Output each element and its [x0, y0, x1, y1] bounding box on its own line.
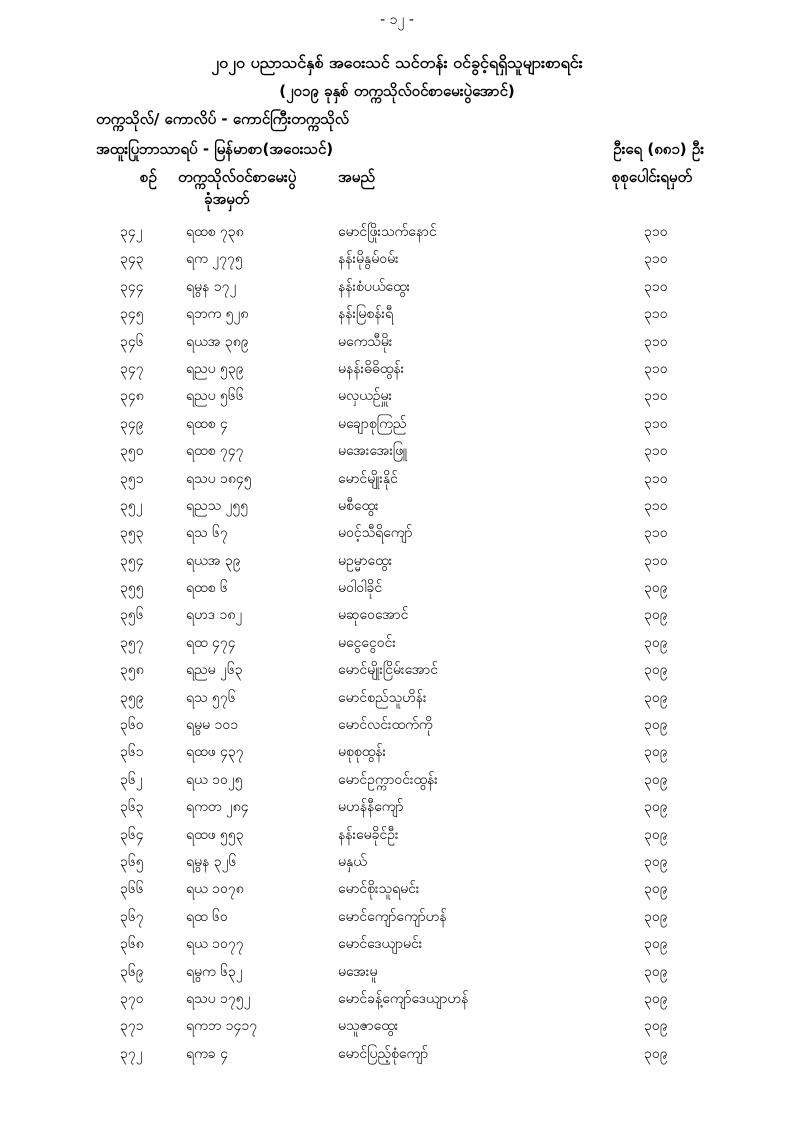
header-serial: စဉ် [140, 168, 157, 186]
row-total-marks: ၃၀၉ [644, 963, 668, 980]
row-roll-number: ရယအ ၃၉ [186, 552, 241, 569]
table-row [0, 492, 794, 519]
row-roll-number: ရကဘ ၁၄၁၇ [186, 1018, 258, 1035]
row-total-marks: ၃၀၉ [644, 580, 668, 597]
row-serial: ၃၅၆ [120, 607, 144, 624]
table-row [0, 958, 794, 985]
table-row [0, 1012, 794, 1039]
row-total-marks: ၃၀၉ [644, 1018, 668, 1035]
row-name: မကေသီမိုး [338, 333, 393, 350]
row-roll-number: ရယ ၁၀၇၈ [186, 881, 244, 898]
row-serial: ၃၆၉ [120, 963, 144, 980]
row-total-marks: ၃၁၀ [644, 415, 668, 432]
table-row [0, 848, 794, 875]
row-roll-number: ရထစ ၆ [186, 580, 228, 597]
table-row [0, 437, 794, 464]
row-roll-number: ရမွန ၃၂၆ [186, 853, 237, 870]
row-total-marks: ၃၀၉ [644, 936, 668, 953]
row-name: မချောစုကြည် [338, 415, 407, 432]
row-serial: ၃၆၇ [120, 908, 144, 925]
row-total-marks: ၃၀၉ [644, 799, 668, 816]
row-name: မဝင့်သီရိကျော် [338, 525, 413, 542]
row-total-marks: ၃၁၀ [644, 443, 668, 460]
row-serial: ၃၆၁ [120, 744, 144, 761]
row-serial: ၃၄၂ [120, 224, 143, 240]
row-name: မဥမ္မာထွေး [338, 552, 393, 569]
row-serial: ၃၅၀ [120, 443, 144, 460]
row-roll-number: ရထစ ၇၃၈ [186, 224, 244, 240]
table-row [0, 903, 794, 930]
row-serial: ၃၆၃ [120, 799, 144, 816]
row-roll-number: ရယ ၁၀၂၅ [186, 771, 243, 788]
row-serial: ၃၄၄ [120, 278, 144, 295]
page-number: - ၁၂ - [380, 12, 414, 28]
row-serial: ၃၄၉ [120, 415, 144, 432]
table-row [0, 985, 794, 1012]
major-line: အထူးပြုဘာသာရပ် - မြန်မာစာ(အဝေးသင်) [96, 140, 334, 158]
row-name: နန်းမေခိုင်ဦး [338, 826, 399, 843]
table-row [0, 875, 794, 902]
row-serial: ၃၄၅ [120, 306, 144, 323]
row-roll-number: ရဟဒ ၁၈၂ [186, 607, 243, 624]
row-serial: ၃၇၂ [120, 1045, 143, 1062]
row-roll-number: ရထစ ၇၄၇ [186, 443, 244, 460]
row-serial: ၃၅၂ [120, 497, 143, 514]
row-roll-number: ရမွက ၆၃၂ [186, 963, 243, 980]
table-row [0, 218, 794, 245]
row-total-marks: ၃၁၀ [644, 278, 668, 295]
row-serial: ၃၆၀ [120, 717, 144, 734]
row-serial: ၃၆၅ [120, 853, 144, 870]
row-roll-number: ရထဖ ၅၅၃ [186, 826, 244, 843]
row-roll-number: ရထ ၆၀ [186, 908, 228, 925]
row-roll-number: ရသ ၆၇ [186, 525, 228, 542]
header-name: အမည် [338, 168, 375, 186]
row-total-marks: ၃၁၀ [644, 388, 668, 405]
row-roll-number: ရထ ၄၇၄ [186, 634, 236, 651]
row-name: မောင်ဒေယျာမင်း [338, 936, 423, 953]
row-total-marks: ၃၁၀ [644, 525, 668, 542]
row-name: မဝါဝါခိုင် [338, 580, 383, 597]
document-title: ၂၀၂၀ ပညာသင်နှစ် အဝေးသင် သင်တန်း ဝင်ခွင့်ရရှိသူများစာရင်း [211, 53, 583, 72]
header-roll-number-line2: ခုံအမှတ် [204, 190, 250, 208]
header-roll-number: တက္ကသိုလ်ဝင်စာမေးပွဲ [178, 168, 297, 186]
row-name: မောင်စိုးသူရမင်း [338, 881, 420, 898]
row-name: မောင်မျိုးငြိမ်းအောင် [338, 662, 438, 679]
row-serial: ၃၅၃ [120, 525, 144, 542]
row-name: မဆုဝေအောင် [338, 607, 409, 624]
table-row [0, 519, 794, 546]
table-row [0, 300, 794, 327]
row-roll-number: ရထစ ၄ [186, 415, 228, 432]
row-roll-number: ရကတ ၂၈၄ [186, 799, 249, 816]
student-list [0, 218, 794, 1067]
row-total-marks: ၃၁၀ [644, 552, 668, 569]
row-name: နန်းစံပယ်ထွေး [338, 278, 411, 295]
row-roll-number: ရသပ ၁၈၄၅ [186, 470, 252, 487]
row-serial: ၃၄၆ [120, 333, 144, 350]
row-roll-number: ရမွမ ၁၀၁ [186, 717, 239, 734]
row-total-marks: ၃၀၉ [644, 662, 668, 679]
row-name: မောင်ဥက္ကာဝင်းထွန်း [338, 771, 438, 788]
row-name: မနှယ် [338, 853, 367, 870]
table-row [0, 245, 794, 272]
row-roll-number: ရညမ ၂၆၃ [186, 662, 243, 679]
table-row [0, 930, 794, 957]
row-name: မောင်ပြည့်စုံကျော် [338, 1045, 429, 1062]
row-total-marks: ၃၀၉ [644, 1045, 668, 1062]
row-serial: ၃၅၇ [120, 634, 144, 651]
row-total-marks: ၃၀၉ [644, 689, 668, 706]
table-row [0, 629, 794, 656]
row-total-marks: ၃၁၀ [644, 306, 668, 323]
table-row [0, 711, 794, 738]
row-total-marks: ၃၀၉ [644, 826, 668, 843]
row-serial: ၃၅၈ [120, 662, 144, 679]
row-name: မငွေငွေဝင်း [338, 634, 396, 651]
row-roll-number: ရညပ ၅၆၆ [186, 388, 244, 405]
row-serial: ၃၇၀ [120, 990, 144, 1007]
row-total-marks: ၃၀၉ [644, 634, 668, 651]
table-row [0, 601, 794, 628]
row-name: မောင်မျိုးနိုင် [338, 470, 398, 487]
row-total-marks: ၃၀၉ [644, 881, 668, 898]
row-total-marks: ၃၁၀ [644, 497, 668, 514]
university-line: တက္ကသိုလ်/ ကောလိပ် - ကောင်ကြီးတက္ကသိုလ် [96, 110, 349, 128]
row-serial: ၃၅၅ [120, 580, 144, 597]
row-roll-number: ရထဖ ၄၃၇ [186, 744, 244, 761]
row-serial: ၃၄၃ [120, 251, 144, 268]
row-name: မောင်စည်သူဟိန်း [338, 689, 427, 706]
row-name: မလှယဉ်မှူး [338, 388, 393, 405]
row-serial: ၃၆၄ [120, 826, 144, 843]
row-name: မအေးအေးဖြူ [338, 443, 408, 460]
row-name: မောင်ဖြိုးသက်နောင် [338, 224, 437, 240]
row-name: နန်းမိုနွမ်ဝမ်း [338, 251, 399, 268]
table-row [0, 547, 794, 574]
table-row [0, 821, 794, 848]
table-row [0, 355, 794, 382]
row-serial: ၃၆၆ [120, 881, 144, 898]
table-row [0, 574, 794, 601]
table-row [0, 465, 794, 492]
row-name: မောင်ကျော်ကျော်ဟန် [338, 908, 447, 925]
row-total-marks: ၃၀၉ [644, 853, 668, 870]
row-roll-number: ရဘက ၅၂၈ [186, 306, 249, 323]
row-roll-number: ရညသ ၂၅၅ [186, 497, 249, 514]
row-name: မနန်းဓိဓိထွန်း [338, 360, 405, 377]
student-count: ဦးရေ (၈၈၁) ဦး [613, 140, 704, 158]
row-total-marks: ၃၀၉ [644, 717, 668, 734]
row-roll-number: ရညပ ၅၃၉ [186, 360, 244, 377]
row-name: မသူဇာထွေး [338, 1018, 399, 1035]
row-total-marks: ၃၀၉ [644, 990, 668, 1007]
table-row [0, 766, 794, 793]
row-total-marks: ၃၁၀ [644, 470, 668, 487]
row-name: မောင်လင်းထက်ကို [338, 717, 433, 734]
table-row [0, 273, 794, 300]
row-serial: ၃၆၈ [120, 936, 144, 953]
row-serial: ၃၇၁ [120, 1018, 144, 1035]
table-row [0, 1040, 794, 1067]
row-total-marks: ၃၀၉ [644, 908, 668, 925]
row-serial: ၃၅၉ [120, 689, 144, 706]
row-serial: ၃၅၁ [120, 470, 144, 487]
row-roll-number: ရကခ ၄ [186, 1045, 228, 1062]
row-roll-number: ရမွန ၁၇၂ [186, 278, 237, 295]
table-row [0, 793, 794, 820]
document-subtitle: (၂၀၁၉ ခုနှစ် တက္ကသိုလ်ဝင်စာမေးပွဲအောင်) [279, 82, 515, 100]
table-row [0, 410, 794, 437]
row-serial: ၃၄၇ [120, 360, 144, 377]
row-name: မအေးမူ [338, 963, 378, 980]
row-total-marks: ၃၀၉ [644, 744, 668, 761]
row-total-marks: ၃၀၉ [644, 771, 668, 788]
row-name: မောင်ခန့်ကျော်ဒေယျာဟန် [338, 990, 469, 1007]
table-row [0, 328, 794, 355]
row-name: မစီထွေး [338, 497, 379, 514]
row-total-marks: ၃၁၀ [644, 333, 668, 350]
row-serial: ၃၄၈ [120, 388, 144, 405]
row-name: နန်းမြစန်းရီ [338, 306, 394, 323]
row-total-marks: ၃၁၀ [644, 224, 668, 240]
row-name: မစုစုထွန်း [338, 744, 387, 761]
row-total-marks: ၃၁၀ [644, 251, 668, 268]
row-total-marks: ၃၁၀ [644, 360, 668, 377]
row-serial: ၃၅၄ [120, 552, 144, 569]
row-roll-number: ရသပ ၁၇၅၂ [186, 990, 251, 1007]
row-roll-number: ရသ ၅၇၆ [186, 689, 236, 706]
row-roll-number: ရယ ၁၀၇၇ [186, 936, 244, 953]
row-total-marks: ၃၀၉ [644, 607, 668, 624]
table-row [0, 382, 794, 409]
table-row [0, 656, 794, 683]
row-serial: ၃၆၂ [120, 771, 143, 788]
row-roll-number: ရက ၂၇၇၅ [186, 251, 243, 268]
header-total-marks: စုစုပေါင်းရမှတ် [612, 168, 693, 186]
table-row [0, 738, 794, 765]
table-row [0, 684, 794, 711]
row-name: မဟန်နီကျော် [338, 799, 404, 816]
row-roll-number: ရယအ ၃၈၉ [186, 333, 249, 350]
